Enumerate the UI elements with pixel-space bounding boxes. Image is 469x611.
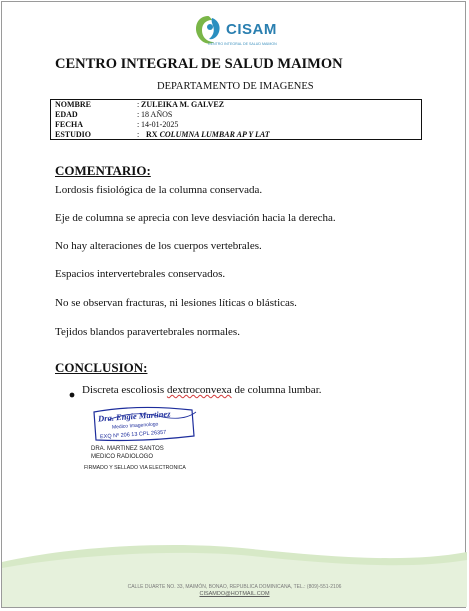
conclusion-text-after: de columna lumbar.	[231, 384, 322, 396]
info-value: 14-01-2025	[141, 120, 179, 129]
patient-info-table	[50, 99, 422, 140]
study-prefix: RX	[146, 130, 158, 139]
comment-line: Espacios intervertebrales conservados.	[55, 268, 226, 280]
stamp-ids: EXQ Nº 206 13 CPL 26357	[99, 429, 167, 441]
department-label: DEPARTAMENTO DE IMAGENES	[157, 81, 314, 92]
comment-line: No hay alteraciones de los cuerpos vertebrales.	[55, 240, 262, 252]
info-label: FECHA	[55, 120, 83, 129]
comment-line: Tejidos blandos paravertebrales normales.	[55, 326, 240, 338]
page-title: CENTRO INTEGRAL DE SALUD MAIMON	[55, 56, 343, 72]
stamp-role: Medico Imagenologo	[111, 421, 159, 431]
footer-email[interactable]: CISAMDO@HOTMAIL.COM	[199, 591, 270, 597]
info-separator: :	[137, 100, 140, 109]
conclusion-item	[82, 384, 322, 396]
spellcheck-flagged-word: dextroconvexa	[166, 384, 232, 396]
signature-note: FIRMADO Y SELLADO VIA ELECTRONICA	[84, 465, 186, 471]
info-separator: :	[137, 130, 140, 139]
info-value: 18 AÑOS	[141, 110, 173, 119]
cisam-logo	[188, 12, 298, 54]
comment-line: Lordosis fisiológica de la columna conservada.	[55, 184, 263, 196]
logo-name: CISAM	[226, 21, 277, 38]
info-separator: :	[137, 110, 140, 119]
comment-line: Eje de columna se aprecia con leve desviación hacia la derecha.	[55, 212, 336, 224]
signature-stamp	[88, 402, 200, 442]
conclusion-heading: CONCLUSION:	[55, 360, 148, 375]
info-label: NOMBRE	[55, 100, 91, 109]
info-value-study	[146, 130, 270, 140]
info-label: ESTUDIO	[55, 130, 92, 139]
info-label: EDAD	[55, 110, 78, 119]
comment-line: No se observan fracturas, ni lesiones líticas o blásticas.	[55, 297, 297, 309]
study-name: COLUMNA LUMBAR AP Y LAT	[159, 130, 270, 139]
conclusion-text-before: Discreta escoliosis	[82, 384, 167, 396]
info-value: ZULEIKA M. GALVEZ	[141, 100, 225, 109]
footer-address: CALLE DUARTE NO. 33, MAIMÓN, BONAO, REPUBLICA DOMINICANA, TEL.: (809)-551-2106	[127, 584, 342, 590]
stamp-name: Dra. Engie Martinez	[97, 408, 171, 424]
bullet-icon	[69, 389, 75, 401]
logo-mark-icon	[188, 12, 228, 54]
signer-block	[91, 445, 164, 461]
signer-name: DRA. MARTINEZ SANTOS	[91, 446, 164, 452]
info-separator: :	[137, 120, 140, 129]
logo-subtitle: CENTRO INTEGRAL DE SALUD MAIMON	[208, 42, 277, 46]
comment-heading: COMENTARIO:	[55, 163, 151, 178]
signer-role: MEDICO RADIOLOGO	[91, 454, 154, 460]
